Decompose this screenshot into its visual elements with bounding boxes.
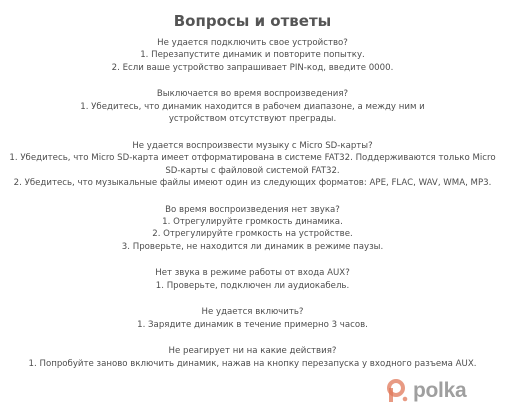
faq-answer: 1. Убедитесь, что Micro SD-карта имеет отформатирована в системе FAT32. Поддерживаются только Micro SD-карты с файловой системой FAT32.: [9, 153, 496, 176]
faq-item: [0, 267, 505, 292]
faq-answer: 1. Перезапустите динамик и повторите попытку.: [140, 50, 365, 61]
faq-answer: 3. Проверьте, не находится ли динамик в режиме паузы.: [121, 241, 384, 252]
faq-question: Не удается включить?: [201, 307, 304, 318]
faq-question: Не удается подключить свое устройство?: [157, 38, 348, 48]
faq-item: [0, 204, 505, 254]
faq-item: [0, 88, 505, 125]
faq-answer: 2. Убедитесь, что музыкальные файлы имеют один из следующих форматов: APE, FLAC, WAV, WMA, MP3.: [13, 178, 492, 189]
faq-question: Не реагирует ни на какие действия?: [168, 346, 337, 357]
faq-answer: 1. Убедитесь, что динамик находится в рабочем диапазоне, а между ним и устройством отсутствуют преграды.: [80, 101, 425, 125]
faq-question: Не удается воспроизвести музыку с Micro SD-карты?: [132, 140, 373, 151]
faq-answer: 1. Проверьте, подключен ли аудиокабель.: [155, 280, 350, 291]
watermark-text: polka: [413, 379, 467, 402]
faq-answer: 1. Отрегулируйте громкость динамика.: [162, 217, 343, 228]
polka-logo-icon: [387, 379, 409, 403]
faq-answer: 1. Попробуйте заново включить динамик, нажав на кнопку перезапуска у входного разъема AUX.: [28, 358, 477, 369]
faq-question: Во время воспроизведения нет звука?: [165, 204, 340, 215]
faq-answer: 2. Отрегулируйте громкость на устройстве.: [152, 229, 353, 240]
faq-question: Нет звука в режиме работы от входа AUX?: [155, 268, 350, 279]
page-title: Вопросы и ответы: [173, 12, 332, 30]
faq-answer: 2. Если ваше устройство запрашивает PIN-код, введите 0000.: [111, 62, 394, 73]
faq-item: [0, 345, 505, 370]
watermark: [387, 377, 497, 405]
faq-item: [0, 37, 505, 74]
faq-item: [0, 140, 505, 190]
faq-question: Выключается во время воспроизведения?: [156, 89, 349, 100]
faq-item: [0, 306, 505, 331]
faq-list: [0, 37, 505, 370]
faq-answer: 1. Зарядите динамик в течение примерно 3 часов.: [137, 319, 368, 330]
